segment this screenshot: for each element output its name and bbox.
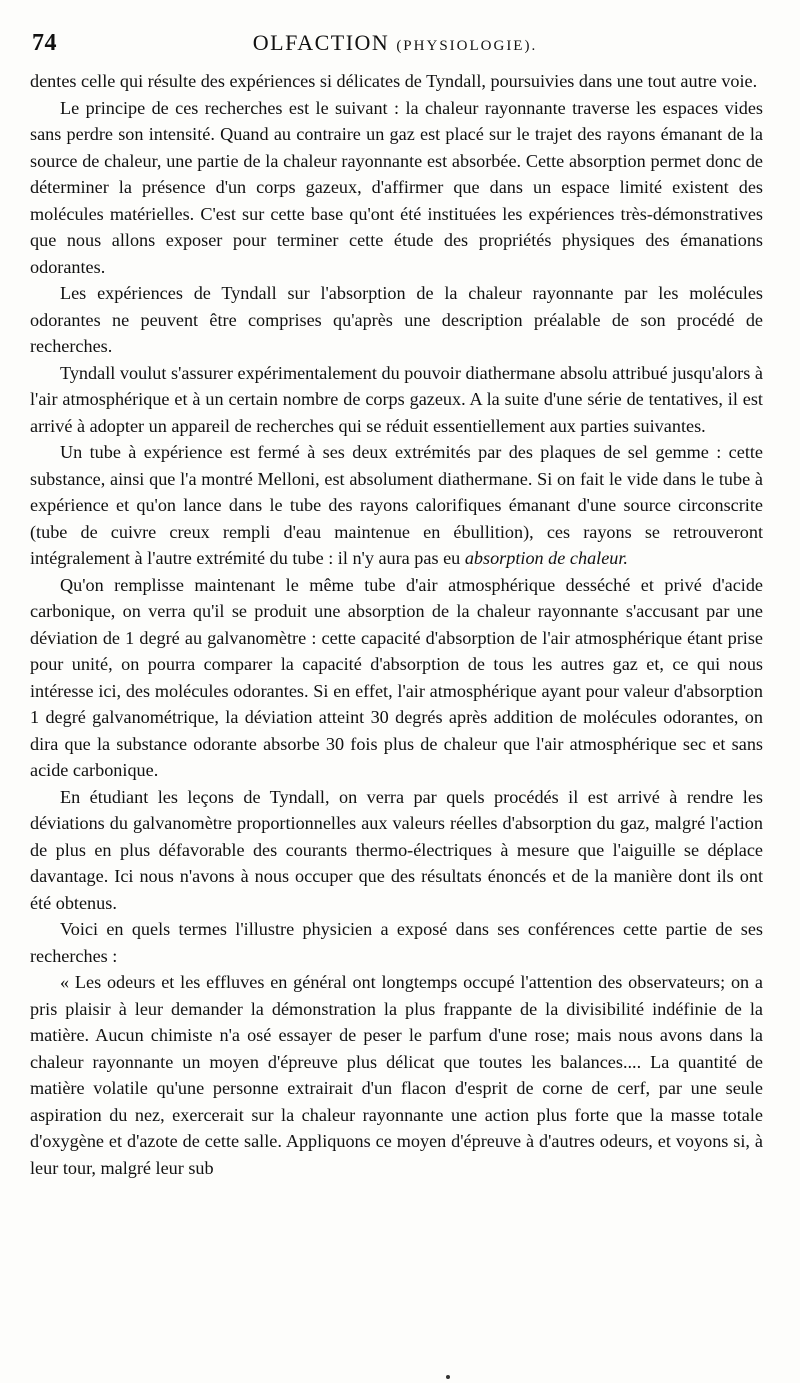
paragraph-9: « Les odeurs et les effluves en général ont longtemps occupé l'attention des observateurs; on a pris plaisir à leur demander la démonstration la plus frappante de la divisibilité indéfinie de la matière. Aucun chimiste n'a osé essayer de peser le parfum d'une rose; mais nous avons dans la chaleur rayonnante un moyen d'épreuve plus délicat que toutes les balances.... La quantité de matière volatile qu'une personne extrairait d'un flacon d'esprit de corne de cerf, par une seule aspiration du nez, exercerait sur la chaleur rayonnante une action plus forte que la masse totale d'oxygène et d'azote de cette salle. Appliquons ce moyen d'épreuve à d'autres odeurs, et voyons si, à leur tour, malgré leur sub: [30, 972, 763, 1178]
running-title-main: OLFACTION: [252, 30, 390, 55]
running-title-sub: (PHYSIOLOGIE).: [396, 38, 538, 54]
running-title: [30, 30, 760, 56]
paragraph-4: Tyndall voulut s'assurer expérimentalement du pouvoir diathermane absolu attribué jusqu'alors à l'air atmosphérique et à un certain nombre de corps gazeux. A la suite d'une série de tentatives, il est arrivé à adopter un appareil de recherches qui se réduit essentiellement aux parties suivantes.: [30, 362, 763, 436]
running-header: [30, 22, 760, 62]
body-text: [30, 68, 763, 1181]
paragraph-3: Les expériences de Tyndall sur l'absorption de la chaleur rayonnante par les molécules odorantes ne peuvent être comprises qu'après une description préalable de son procédé de recherches.: [30, 283, 763, 356]
paragraph-1: dentes celle qui résulte des expériences si délicates de Tyndall, poursuivies dans une tout autre voie.: [30, 71, 758, 91]
paragraph-2: Le principe de ces recherches est le suivant : la chaleur rayonnante traverse les espaces vides sans perdre son intensité. Quand au contraire un gaz est placé sur le trajet des rayons émanant de la source de chaleur, une partie de la chaleur rayonnante est absorbée. Cette absorption permet donc de déterminer la présence d'un corps gazeux, d'affirmer que dans un espace limité existent des molécules matérielles. C'est sur cette base qu'ont été instituées les expériences très-démonstratives que nous allons exposer pour terminer cette étude des propriétés physiques des émanations odorantes.: [30, 97, 763, 277]
paragraph-7: En étudiant les leçons de Tyndall, on verra par quels procédés il est arrivé à rendre les déviations du galvanomètre proportionnelles aux valeurs réelles d'absorption du gaz, malgré l'action de plus en plus défavorable des courants thermo-électriques à mesure que l'aiguille se déplace davantage. Ici nous n'avons à nous occuper que des résultats énoncés et de la manière dont ils ont été obtenus.: [30, 786, 763, 913]
page-number: 74: [32, 30, 57, 56]
ink-dot: [446, 1375, 450, 1379]
paragraph-5-text: Un tube à expérience est fermé à ses deux extrémités par des plaques de sel gemme : cette substance, ainsi que l'a montré Melloni, est absolument diathermane. Si on fait le vide dans le tube à expérience et qu'on lance dans le tube des rayons calorifiques émanant d'une source circonscrite (tube de cuivre creux rempli d'eau maintenue en ébullition), ces rayons se retrouveront intégralement à l'autre extrémité du tube : il n'y aura pas eu: [30, 442, 763, 568]
paragraph-5-emphasis: absorption de chaleur.: [464, 548, 628, 568]
paragraph-5: [30, 439, 763, 572]
paragraph-8: Voici en quels termes l'illustre physicien a exposé dans ses conférences cette partie de ses recherches :: [30, 919, 763, 966]
paragraph-6: Qu'on remplisse maintenant le même tube d'air atmosphérique desséché et privé d'acide carbonique, on verra qu'il se produit une absorption de la chaleur rayonnante s'accusant par une déviation de 1 degré au galvanomètre : cette capacité d'absorption de l'air atmosphérique étant prise pour unité, on pourra comparer la capacité d'absorption de tous les autres gaz et, ce qui nous intéresse ici, des molécules odorantes. Si en effet, l'air atmosphérique ayant pour valeur d'absorption 1 degré galvanométrique, la déviation atteint 30 degrés après addition de molécules odorantes, on dira que la substance odorante absorbe 30 fois plus de chaleur que l'air atmosphérique sec et sans acide carbonique.: [30, 574, 763, 780]
